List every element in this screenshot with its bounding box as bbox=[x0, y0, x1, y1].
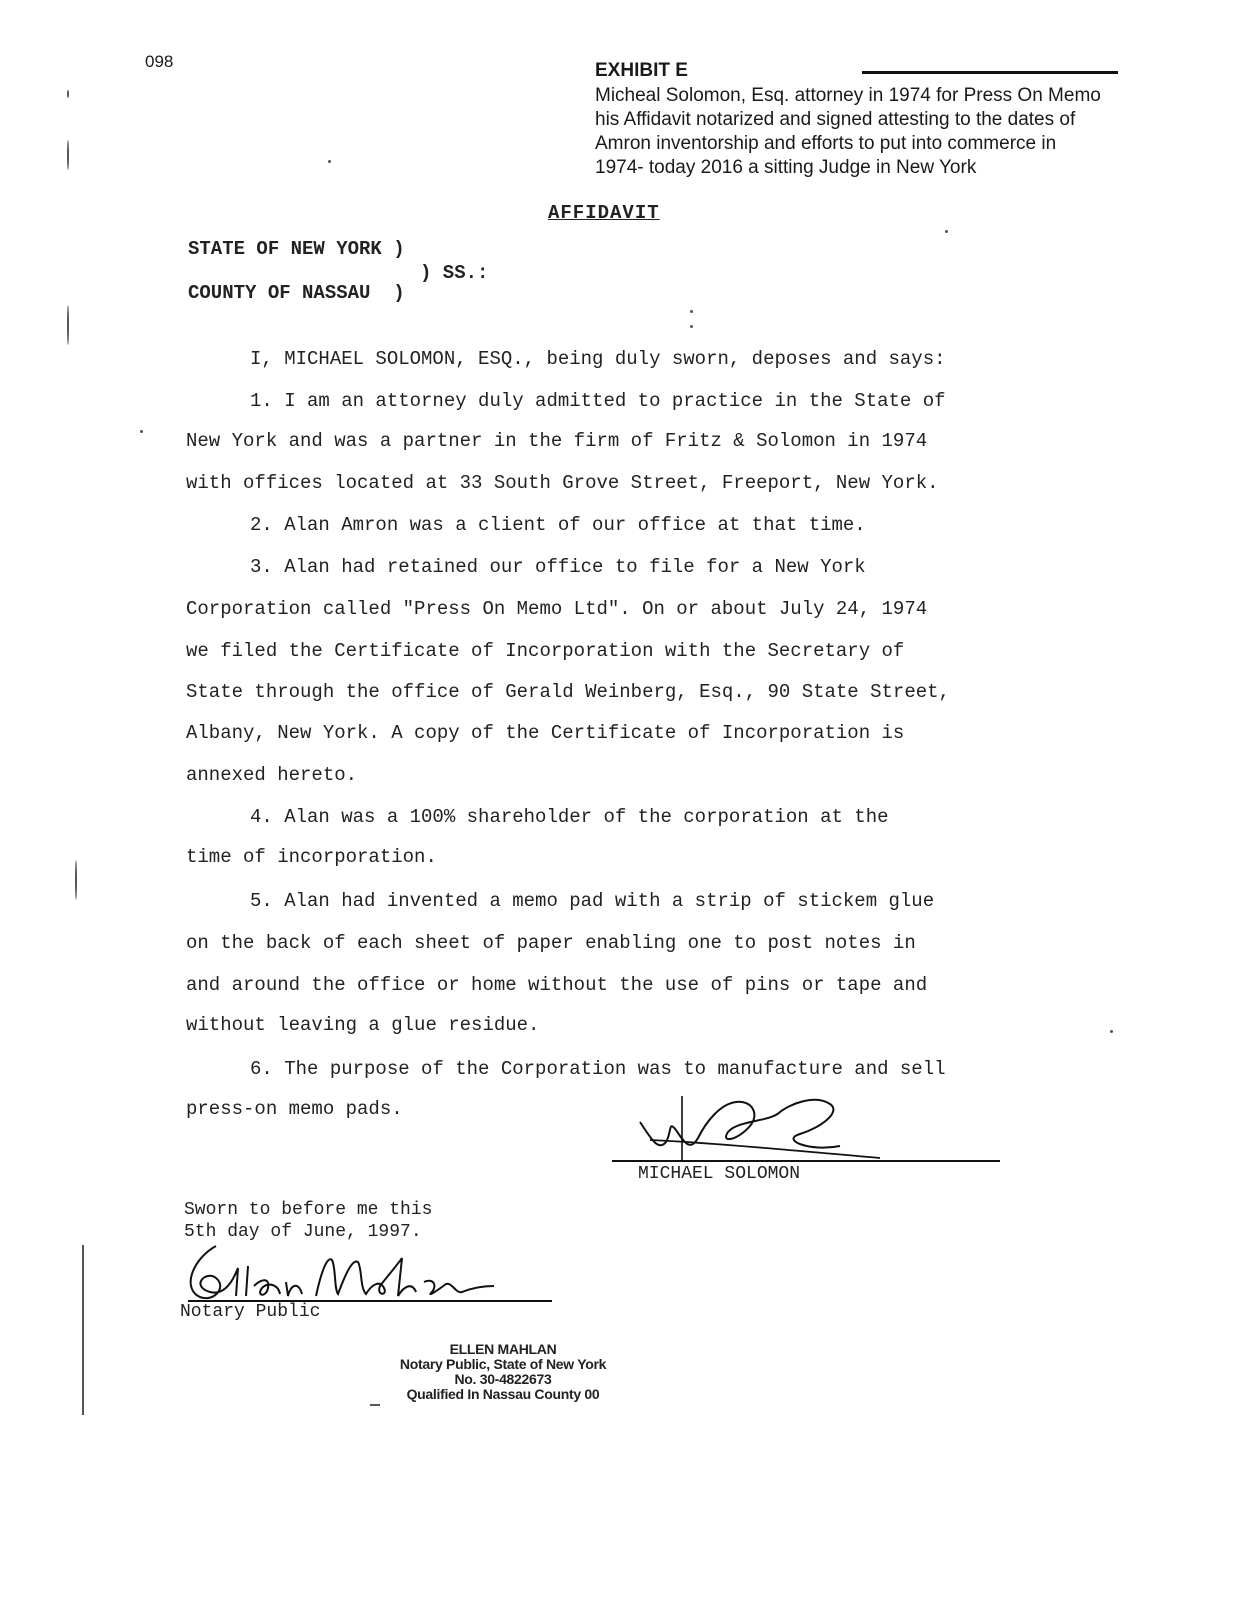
notary-stamp bbox=[378, 1342, 628, 1402]
caption-state: STATE OF NEW YORK ) bbox=[188, 238, 405, 260]
exhibit-note-line: Micheal Solomon, Esq. attorney in 1974 for Press On Memo bbox=[595, 85, 1101, 106]
notary-label: Notary Public bbox=[180, 1302, 321, 1322]
paragraph-line: press-on memo pads. bbox=[186, 1098, 403, 1120]
affiant-name: MICHAEL SOLOMON bbox=[638, 1164, 801, 1184]
caption-county: COUNTY OF NASSAU ) bbox=[188, 282, 405, 304]
scan-speck bbox=[945, 230, 948, 233]
paragraph-line: 1. I am an attorney duly admitted to practice in the State of bbox=[250, 390, 946, 412]
affidavit-heading: AFFIDAVIT bbox=[548, 202, 660, 224]
paragraph-line: State through the office of Gerald Weinberg, Esq., 90 State Street, bbox=[186, 681, 950, 703]
scan-speck bbox=[1110, 1030, 1113, 1033]
sworn-line-2: 5th day of June, 1997. bbox=[184, 1222, 422, 1242]
paragraph-line: New York and was a partner in the firm of Fritz & Solomon in 1974 bbox=[186, 430, 928, 452]
scan-speck bbox=[690, 325, 693, 328]
scan-speck bbox=[690, 310, 693, 313]
paragraph-line: Corporation called "Press On Memo Ltd". On or about July 24, 1974 bbox=[186, 598, 928, 620]
paragraph-line: without leaving a glue residue. bbox=[186, 1014, 540, 1036]
sworn-line-1: Sworn to before me this bbox=[184, 1200, 433, 1220]
stamp-name: ELLEN MAHLAN bbox=[449, 1341, 557, 1357]
stamp-qualified: Qualified In Nassau County 00 bbox=[406, 1386, 600, 1402]
page-number: 098 bbox=[145, 52, 174, 71]
exhibit-note-line: 1974- today 2016 a sitting Judge in New York bbox=[595, 157, 977, 178]
exhibit-title: EXHIBIT E bbox=[595, 60, 688, 81]
scan-speck bbox=[75, 860, 77, 900]
intro-line: I, MICHAEL SOLOMON, ESQ., being duly sworn, deposes and says: bbox=[250, 348, 946, 370]
paragraph-line: we filed the Certificate of Incorporation with the Secretary of bbox=[186, 640, 905, 662]
caption-ss: ) SS.: bbox=[420, 262, 489, 284]
scan-speck bbox=[140, 430, 143, 433]
paragraph-line: 6. The purpose of the Corporation was to manufacture and sell bbox=[250, 1058, 946, 1080]
scan-speck bbox=[328, 160, 331, 163]
paragraph-line: Albany, New York. A copy of the Certificate of Incorporation is bbox=[186, 722, 905, 744]
stamp-number: No. 30-4822673 bbox=[454, 1371, 552, 1387]
scan-speck bbox=[370, 1404, 380, 1406]
paragraph-line: 4. Alan was a 100% shareholder of the corporation at the bbox=[250, 806, 889, 828]
affiant-signature-rule bbox=[612, 1160, 1000, 1162]
scan-speck bbox=[67, 140, 69, 170]
exhibit-title-rule bbox=[862, 71, 1118, 74]
exhibit-note-line: Amron inventorship and efforts to put into commerce in bbox=[595, 133, 1057, 154]
scan-speck bbox=[67, 90, 69, 98]
paragraph-line: annexed hereto. bbox=[186, 764, 358, 786]
affiant-signature-image bbox=[610, 1082, 890, 1172]
exhibit-note bbox=[595, 84, 1195, 180]
paragraph-line: with offices located at 33 South Grove Street, Freeport, New York. bbox=[186, 472, 939, 494]
paragraph-line: time of incorporation. bbox=[186, 846, 437, 868]
scan-speck bbox=[67, 305, 69, 345]
paragraph-line: 5. Alan had invented a memo pad with a strip of stickem glue bbox=[250, 890, 935, 912]
paragraph-line: 3. Alan had retained our office to file for a New York bbox=[250, 556, 866, 578]
paragraph-line: 2. Alan Amron was a client of our office at that time. bbox=[250, 514, 866, 536]
paragraph-line: on the back of each sheet of paper enabling one to post notes in bbox=[186, 932, 916, 954]
scan-speck bbox=[82, 1245, 84, 1415]
exhibit-note-line: his Affidavit notarized and signed attesting to the dates of bbox=[595, 109, 1076, 130]
stamp-title: Notary Public, State of New York bbox=[399, 1356, 607, 1372]
paragraph-line: and around the office or home without the use of pins or tape and bbox=[186, 974, 928, 996]
